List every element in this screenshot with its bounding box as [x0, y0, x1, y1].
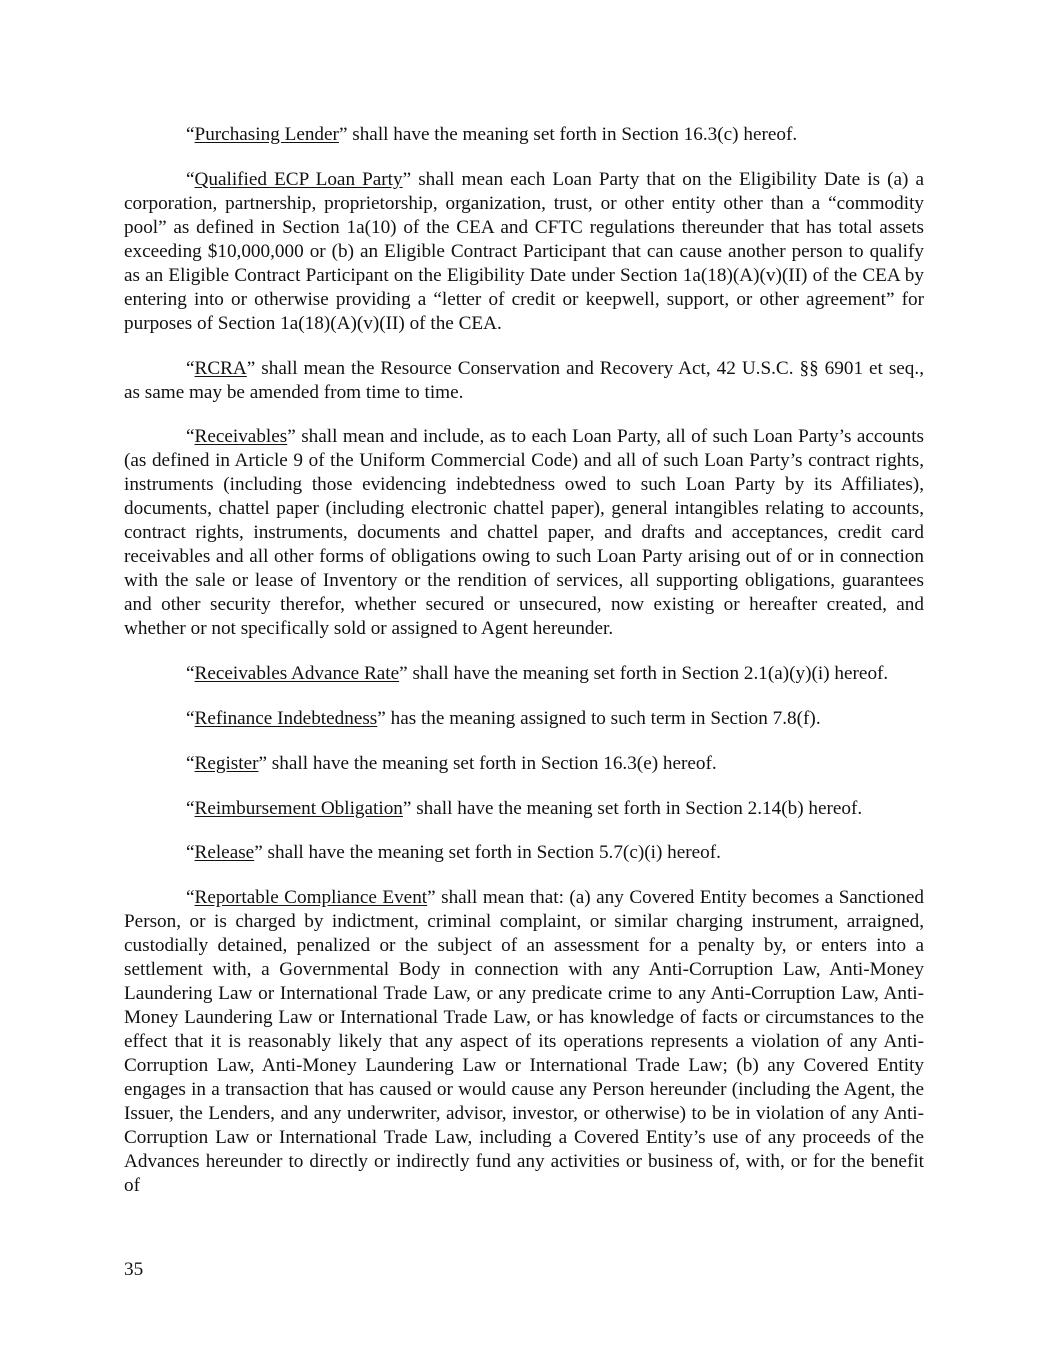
defined-term: Qualified ECP Loan Party — [194, 168, 403, 190]
definition-text: ” has the meaning assigned to such term in Section 7.8(f). — [377, 707, 821, 729]
defined-term: Reimbursement Obligation — [194, 797, 403, 819]
page-number: 35 — [124, 1259, 144, 1280]
document-page — [124, 123, 924, 1198]
definition-text: ” shall have the meaning set forth in Section 2.1(a)(y)(i) hereof. — [399, 663, 889, 685]
definition-text: ” shall have the meaning set forth in Section 16.3(e) hereof. — [258, 752, 717, 774]
defined-term: Purchasing Lender — [194, 124, 339, 145]
defined-term: Reportable Compliance Event — [194, 887, 428, 909]
definition-text: ” shall mean and include, as to each Loan Party, all of such Loan Party’s accounts (as defined in Article 9 of the Uniform Commercial Code) and all of such Loan Party’s contract rights, instruments (including those evidencing indebtedness owed to such Loan Party by its Affiliates), documents, chattel paper (including electronic chattel paper), general intangibles relating to accounts, contract rights, instruments, documents and chattel paper, and drafts and acceptances, credit card receivables and all other forms of obligations owing to such Loan Party arising out of or in connection with the sale or lease of Inventory or the rendition of services, all supporting obligations, guarantees and other security therefor, whether secured or unsecured, now existing or hereafter created, and whether or not specifically sold or assigned to Agent hereunder. — [124, 426, 924, 640]
defined-term: RCRA — [194, 357, 247, 379]
definition-refinance-indebtedness: “Refinance Indebtedness” has the meaning assigned to such term in Section 7.8(f). — [186, 707, 821, 729]
definition-text: ” shall have the meaning set forth in Section 5.7(c)(i) hereof. — [254, 842, 721, 864]
definition-register: “Register” shall have the meaning set forth in Section 16.3(e) hereof. — [186, 752, 717, 774]
definition-rcra: “RCRA” shall mean the Resource Conservation and Recovery Act, 42 U.S.C. §§ 6901 et seq., as same may be amended from time to time. — [124, 357, 924, 403]
definition-release: “Release” shall have the meaning set forth in Section 5.7(c)(i) hereof. — [186, 842, 721, 864]
definition-receivables-advance-rate: “Receivables Advance Rate” shall have the meaning set forth in Section 2.1(a)(y)(i) hereof. — [186, 663, 889, 685]
definition-text: ” shall mean the Resource Conservation and Recovery Act, 42 U.S.C. §§ 6901 et seq., as same may be amended from time to time. — [124, 357, 924, 403]
defined-term: Refinance Indebtedness — [194, 707, 378, 729]
defined-term: Receivables — [194, 426, 288, 448]
defined-term: Release — [194, 842, 255, 864]
definition-text: ” shall have the meaning set forth in Section 16.3(c) hereof. — [338, 124, 798, 145]
definition-reimbursement-obligation: “Reimbursement Obligation” shall have the meaning set forth in Section 2.14(b) hereof. — [186, 797, 863, 819]
definition-qualified-ecp-loan-party: “Qualified ECP Loan Party” shall mean each Loan Party that on the Eligibility Date is (a) a corporation, partnership, proprietorship, organization, trust, or other entity other than a “commodity pool” as defined in Section 1a(10) of the CEA and CFTC regulations thereunder that has total assets exceeding $10,000,000 or (b) an Eligible Contract Participant that can cause another person to qualify as an Eligible Contract Participant on the Eligibility Date under Section 1a(18)(A)(v)(II) of the CEA by entering into or otherwise providing a “letter of credit or keepwell, support, or other agreement” for purposes of Section 1a(18)(A)(v)(II) of the CEA. — [124, 168, 924, 334]
definition-text: ” shall mean each Loan Party that on the Eligibility Date is (a) a corporation, partnership, proprietorship, organization, trust, or other entity other than a “commodity pool” as defined in Section 1a(10) of the CEA and CFTC regulations thereunder that has total assets exceeding $10,000,000 or (b) an Eligible Contract Participant that can cause another person to qualify as an Eligible Contract Participant on the Eligibility Date under Section 1a(18)(A)(v)(II) of the CEA by entering into or otherwise providing a “letter of credit or keepwell, support, or other agreement” for purposes of Section 1a(18)(A)(v)(II) of the CEA. — [124, 168, 924, 334]
definition-text: ” shall have the meaning set forth in Section 2.14(b) hereof. — [402, 797, 863, 819]
definition-text: ” shall mean that: (a) any Covered Entity becomes a Sanctioned Person, or is charged by indictment, criminal complaint, or similar charging instrument, arraigned, custodially detained, penalized or the subject of an assessment for a penalty by, or enters into a settlement with, a Governmental Body in connection with any Anti-Corruption Law, Anti-Money Laundering Law or International Trade Law, or any predicate crime to any Anti-Corruption Law, Anti-Money Laundering Law or International Trade Law, or has knowledge of facts or circumstances to the effect that it is reasonably likely that any aspect of its operations represents a violation of any Anti-Corruption Law, Anti-Money Laundering Law or International Trade Law; (b) any Covered Entity engages in a transaction that has caused or would cause any Person hereunder (including the Agent, the Issuer, the Lenders, and any underwriter, advisor, investor, or otherwise) to be in violation of any Anti-Corruption Law or International Trade Law, including a Covered Entity’s use of any proceeds of the Advances hereunder to directly or indirectly fund any activities or business of, with, or for the benefit of — [124, 887, 924, 1197]
definition-purchasing-lender: “Purchasing Lender” shall have the meaning set forth in Section 16.3(c) hereof. — [186, 124, 798, 145]
defined-term: Register — [194, 752, 259, 774]
definition-reportable-compliance-event: “Reportable Compliance Event” shall mean that: (a) any Covered Entity becomes a Sanctioned Person, or is charged by indictment, criminal complaint, or similar charging instrument, arraigned, custodially detained, penalized or the subject of an assessment for a penalty by, or enters into a settlement with, a Governmental Body in connection with any Anti-Corruption Law, Anti-Money Laundering Law or International Trade Law, or any predicate crime to any Anti-Corruption Law, Anti-Money Laundering Law or International Trade Law, or has knowledge of facts or circumstances to the effect that it is reasonably likely that any aspect of its operations represents a violation of any Anti-Corruption Law, Anti-Money Laundering Law or International Trade Law; (b) any Covered Entity engages in a transaction that has caused or would cause any Person hereunder (including the Agent, the Issuer, the Lenders, and any underwriter, advisor, investor, or otherwise) to be in violation of any Anti-Corruption Law or International Trade Law, including a Covered Entity’s use of any proceeds of the Advances hereunder to directly or indirectly fund any activities or business of, with, or for the benefit of — [124, 887, 924, 1197]
defined-term: Receivables Advance Rate — [194, 663, 400, 685]
definition-receivables: “Receivables” shall mean and include, as to each Loan Party, all of such Loan Party’s accounts (as defined in Article 9 of the Uniform Commercial Code) and all of such Loan Party’s contract rights, instruments (including those evidencing indebtedness owed to such Loan Party by its Affiliates), documents, chattel paper (including electronic chattel paper), general intangibles relating to accounts, contract rights, instruments, documents and chattel paper, and drafts and acceptances, credit card receivables and all other forms of obligations owing to such Loan Party arising out of or in connection with the sale or lease of Inventory or the rendition of services, all supporting obligations, guarantees and other security therefor, whether secured or unsecured, now existing or hereafter created, and whether or not specifically sold or assigned to Agent hereunder. — [124, 426, 924, 640]
